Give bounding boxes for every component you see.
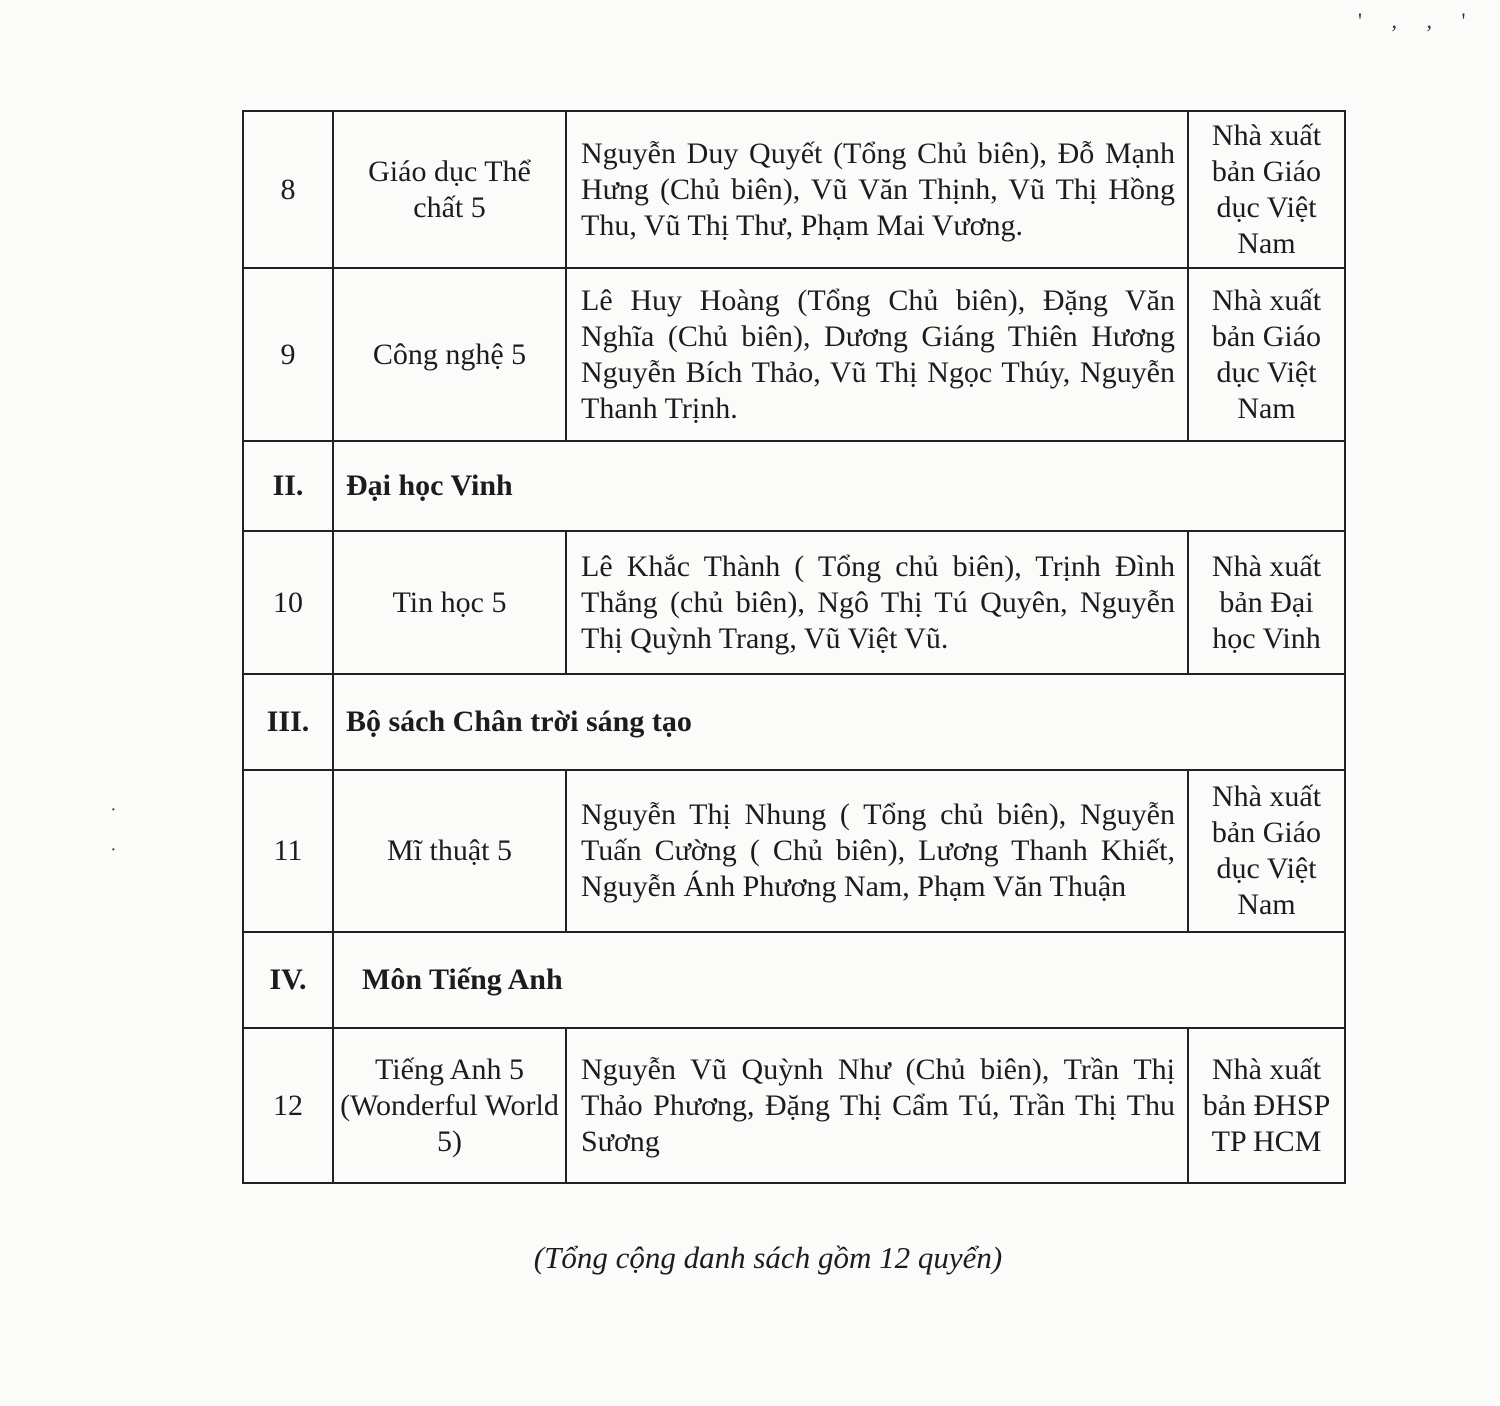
book-title: Giáo dục Thể chất 5 [333, 111, 566, 268]
page-corner-marks: ' , , ' [1358, 8, 1478, 33]
row-number: 12 [243, 1028, 333, 1183]
section-title: Môn Tiếng Anh [333, 932, 1345, 1028]
book-title: Công nghệ 5 [333, 268, 566, 441]
section-number: II. [243, 441, 333, 531]
table-row [243, 770, 1345, 932]
section-number: IV. [243, 932, 333, 1028]
section-row [243, 674, 1345, 770]
book-title: Tin học 5 [333, 531, 566, 674]
book-publisher: Nhà xuất bản ĐHSP TP HCM [1188, 1028, 1345, 1183]
book-authors: Nguyễn Thị Nhung ( Tổng chủ biên), Nguyễn Tuấn Cường ( Chủ biên), Lương Thanh Khiết, Nguyễn Ánh Phương Nam, Phạm Văn Thuận [566, 770, 1188, 932]
book-publisher: Nhà xuất bản Đại học Vinh [1188, 531, 1345, 674]
table-row [243, 1028, 1345, 1183]
book-publisher: Nhà xuất bản Giáo dục Việt Nam [1188, 268, 1345, 441]
row-number: 11 [243, 770, 333, 932]
table-row [243, 531, 1345, 674]
book-authors: Nguyễn Duy Quyết (Tổng Chủ biên), Đỗ Mạnh Hưng (Chủ biên), Vũ Văn Thịnh, Vũ Thị Hồng Thu, Vũ Thị Thư, Phạm Mai Vương. [566, 111, 1188, 268]
section-row [243, 441, 1345, 531]
scan-specks: · · [110, 799, 117, 861]
section-number: III. [243, 674, 333, 770]
book-publisher: Nhà xuất bản Giáo dục Việt Nam [1188, 111, 1345, 268]
row-number: 9 [243, 268, 333, 441]
total-count-note: (Tổng cộng danh sách gồm 12 quyển) [533, 1240, 1003, 1275]
book-title: Tiếng Anh 5 (Wonderful World 5) [333, 1028, 566, 1183]
row-number: 10 [243, 531, 333, 674]
table-row [243, 111, 1345, 268]
section-title: Đại học Vinh [333, 441, 1345, 531]
textbook-table [242, 110, 1346, 1184]
book-publisher: Nhà xuất bản Giáo dục Việt Nam [1188, 770, 1345, 932]
section-title: Bộ sách Chân trời sáng tạo [333, 674, 1345, 770]
row-number: 8 [243, 111, 333, 268]
table-row [243, 268, 1345, 441]
book-title: Mĩ thuật 5 [333, 770, 566, 932]
book-authors: Lê Huy Hoàng (Tổng Chủ biên), Đặng Văn Nghĩa (Chủ biên), Dương Giáng Thiên Hương Nguyễn Bích Thảo, Vũ Thị Ngọc Thúy, Nguyễn Thanh Trịnh. [566, 268, 1188, 441]
book-authors: Lê Khắc Thành ( Tổng chủ biên), Trịnh Đình Thắng (chủ biên), Ngô Thị Tú Quyên, Nguyễn Thị Quỳnh Trang, Vũ Việt Vũ. [566, 531, 1188, 674]
section-row [243, 932, 1345, 1028]
book-authors: Nguyễn Vũ Quỳnh Như (Chủ biên), Trần Thị Thảo Phương, Đặng Thị Cẩm Tú, Trần Thị Thu Sương [566, 1028, 1188, 1183]
